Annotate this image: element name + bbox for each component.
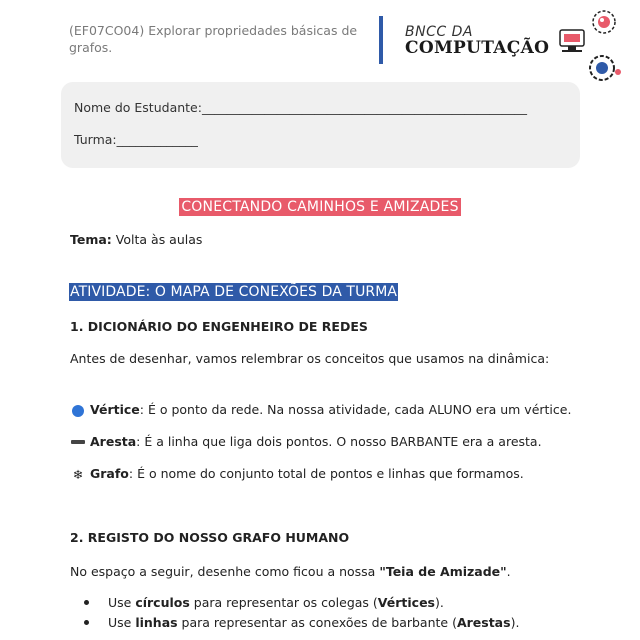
theme-label: Tema: [70, 232, 112, 247]
definition-graph [70, 466, 524, 482]
computer-icon [560, 30, 584, 52]
header-divider [379, 16, 383, 64]
student-info-box [61, 82, 580, 168]
definition-text: : É o nome do conjunto total de pontos e linhas que formamos. [128, 466, 524, 481]
worksheet-title: CONECTANDO CAMINHOS E AMIZADES [181, 199, 459, 215]
blue-circle-icon [70, 403, 86, 418]
definition-text: : É o ponto da rede. Na nossa atividade, cada ALUNO era um vértice. [139, 402, 572, 417]
bullet-icon [84, 620, 89, 625]
minus-icon [70, 435, 86, 450]
theme-value: Volta às aulas [115, 232, 203, 247]
snowflake-icon: ❄ [72, 467, 84, 482]
class-field[interactable]: Turma:_____________ [74, 132, 198, 147]
section2-heading: 2. REGISTO DO NOSSO GRAFO HUMANO [70, 530, 350, 545]
section1-heading: 1. DICIONÁRIO DO ENGENHEIRO DE REDES [70, 319, 368, 334]
definition-term: Aresta [90, 434, 137, 449]
list-item: Use linhas para representar as conexões de barbante (Arestas). [70, 614, 519, 634]
brand-logo-icons [556, 8, 626, 88]
student-name-field[interactable]: Nome do Estudante:____________________________________________________ [74, 100, 527, 115]
skill-code [69, 22, 369, 56]
brand-title-bottom: COMPUTAÇÃO [405, 38, 550, 58]
theme-line [70, 232, 202, 247]
definition-text: : É a linha que liga dois pontos. O nosso BARBANTE era a aresta. [136, 434, 542, 449]
brand-title-top: BNCC DA [405, 24, 473, 40]
brain-gear-icon [593, 11, 615, 33]
skill-code-line1: (EF07CO04) Explorar propriedades básicas de [69, 23, 358, 38]
skill-code-line2: grafos. [69, 40, 113, 55]
bullet-icon [84, 600, 89, 605]
section2-instruction: No espaço a seguir, desenhe como ficou a nossa "Teia de Amizade". [70, 564, 511, 579]
definition-edge [70, 434, 542, 450]
definition-term: Vértice [90, 402, 140, 417]
definition-term: Grafo [90, 466, 129, 481]
instruction-list [70, 594, 519, 634]
definition-vertex [70, 402, 571, 418]
section1-intro: Antes de desenhar, vamos relembrar os conceitos que usamos na dinâmica: [70, 351, 550, 366]
activity-title: ATIVIDADE: O MAPA DE CONEXÕES DA TURMA [70, 284, 398, 300]
list-item: Use círculos para representar os colegas (Vértices). [70, 594, 519, 614]
gear-icon [590, 56, 621, 80]
